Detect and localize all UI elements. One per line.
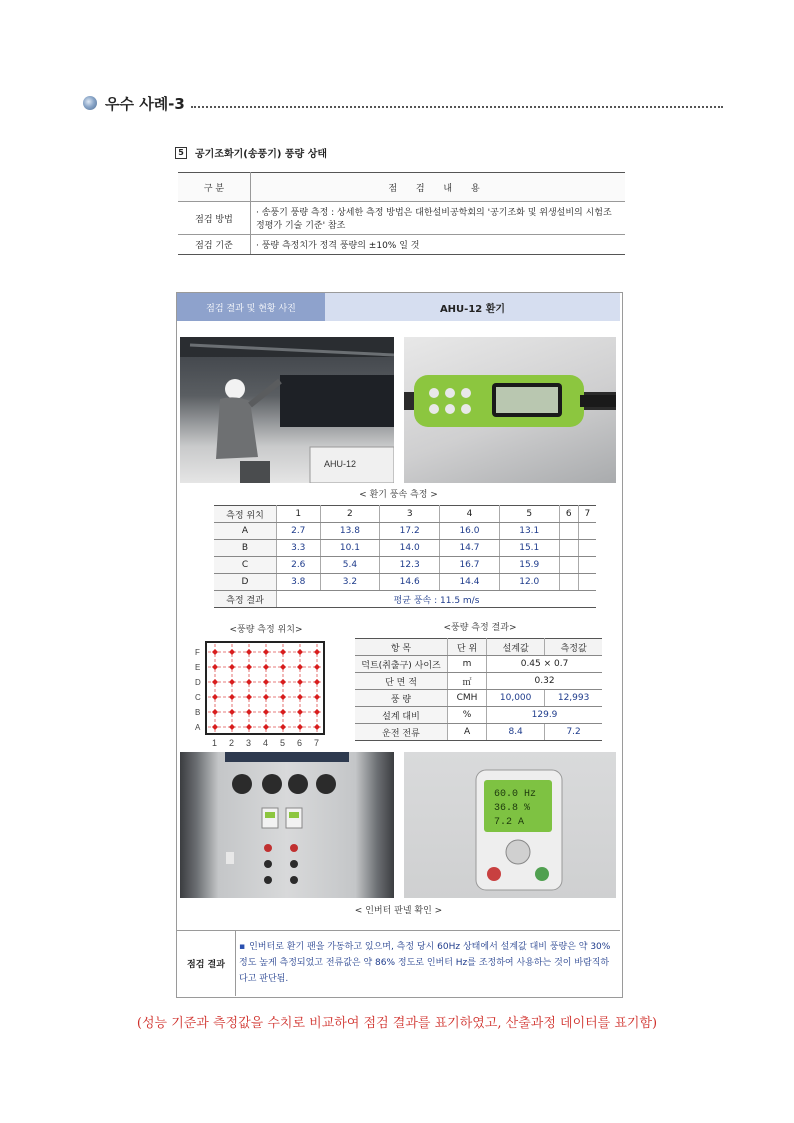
cell: 16.0 [440, 523, 500, 540]
col-header: 4 [440, 506, 500, 523]
cell: 10.1 [320, 540, 380, 557]
row-label-d: D [195, 678, 201, 687]
design-value: 8.4 [487, 724, 545, 741]
row-text: · 송풍기 풍량 측정 : 상세한 측정 방법은 대한설비공학회의 '공기조화 및 위생설비의 시험조정평가 기술 기준' 참조 [251, 202, 626, 235]
row-item: 운전 전류 [355, 724, 448, 741]
design-value: 10,000 [487, 690, 545, 707]
criteria-table [178, 172, 625, 255]
col-header: 5 [499, 506, 559, 523]
col-label-6: 6 [297, 738, 303, 748]
col-label-3: 3 [246, 738, 252, 748]
results-box-header [177, 293, 620, 321]
row-label: C [214, 557, 277, 574]
row-item: 덕트(취출구) 사이즈 [355, 656, 448, 673]
caption-velocity: < 환기 풍속 측정 > [359, 490, 438, 500]
row-unit: ㎡ [448, 673, 487, 690]
caption-position: <풍량 측정 위치> [229, 625, 303, 635]
cell [578, 557, 596, 574]
row-label: 점검 방법 [178, 202, 251, 235]
row-unit: m [448, 656, 487, 673]
display-line-3: 7.2 A [494, 817, 525, 828]
row-item: 풍 량 [355, 690, 448, 707]
col-header: 항 목 [355, 639, 448, 656]
cell: 15.1 [499, 540, 559, 557]
inverter-panel-illustration [180, 752, 394, 898]
duct-outline [206, 642, 324, 734]
table-row [214, 557, 596, 574]
table-row [214, 523, 596, 540]
cell: 3.2 [320, 574, 380, 591]
cell [559, 574, 578, 591]
row-unit: % [448, 707, 487, 724]
page-header [83, 92, 723, 114]
section-number: 5 [175, 147, 187, 159]
table-row [355, 707, 602, 724]
row-value: 0.32 [487, 673, 602, 690]
table-header-row [355, 639, 602, 656]
row-value: 129.9 [487, 707, 602, 724]
header-left: 점검 결과 및 현황 사진 [177, 293, 325, 321]
worker-measuring-illustration [180, 337, 394, 483]
row-label-c: C [195, 693, 201, 702]
header-category: 구 분 [178, 173, 251, 202]
inspection-result-row [177, 930, 620, 996]
table-header-row [178, 173, 625, 202]
row-unit: A [448, 724, 487, 741]
display-line-1: 60.0 Hz [494, 789, 537, 800]
cell: 15.9 [499, 557, 559, 574]
cell: 3.3 [277, 540, 321, 557]
measured-value: 7.2 [545, 724, 602, 741]
table-row [355, 724, 602, 741]
table-row [355, 690, 602, 707]
col-label-2: 2 [229, 738, 235, 748]
table-row [355, 673, 602, 690]
col-label-4: 4 [263, 738, 269, 748]
square-bullet-icon: ▪ [239, 942, 246, 952]
header-label: 측정 위치 [214, 506, 277, 523]
row-item: 단 면 적 [355, 673, 448, 690]
bullet-icon [83, 96, 97, 110]
section-title-text: 공기조화기(송풍기) 풍량 상태 [195, 149, 328, 160]
cell [578, 540, 596, 557]
cell: 17.2 [380, 523, 440, 540]
col-header: 설계값 [487, 639, 545, 656]
cell: 16.7 [440, 557, 500, 574]
cell: 3.8 [277, 574, 321, 591]
col-header: 7 [578, 506, 596, 523]
cell: 13.1 [499, 523, 559, 540]
cell: 14.7 [440, 540, 500, 557]
caption-result: <풍량 측정 결과> [443, 623, 517, 633]
row-label: 점검 기준 [178, 235, 251, 255]
table-header-row [214, 506, 596, 523]
cell [578, 523, 596, 540]
cell: 14.0 [380, 540, 440, 557]
worker-measuring-photo [180, 337, 394, 483]
table-row [214, 540, 596, 557]
result-label: 점검 결과 [177, 931, 236, 996]
result-text-block [239, 939, 615, 987]
dotted-leader [191, 106, 723, 108]
result-text: 인버터로 환기 팬을 가동하고 있으며, 측정 당시 60Hz 상태에서 설계값 대비 풍량은 약 30% 정도 높게 측정되었고 전류값은 약 86% 정도로 인버터 Hz를 조정하여 사용하는 것이 바람직하다고 판단됨. [239, 942, 611, 984]
cell [559, 557, 578, 574]
display-line-2: 36.8 % [494, 803, 531, 814]
cell [559, 540, 578, 557]
table-row [214, 591, 596, 608]
ahu-label: AHU-12 [324, 459, 357, 469]
inverter-panel-photo [180, 752, 394, 898]
cell: 2.7 [277, 523, 321, 540]
col-header: 1 [277, 506, 321, 523]
airflow-result-table [355, 638, 602, 741]
col-header: 3 [380, 506, 440, 523]
row-label-e: E [195, 663, 201, 672]
measured-value: 12,993 [545, 690, 602, 707]
footer-note: (성능 기준과 측정값을 수치로 비교하여 점검 결과를 표기하였고, 산출과정 데이터를 표기함) [136, 1016, 658, 1031]
row-item: 설계 대비 [355, 707, 448, 724]
cell: 12.3 [380, 557, 440, 574]
row-label: B [214, 540, 277, 557]
cell: 14.6 [380, 574, 440, 591]
row-value: 0.45 × 0.7 [487, 656, 602, 673]
col-header: 단 위 [448, 639, 487, 656]
anemometer-photo [404, 337, 616, 483]
velocity-table [214, 505, 596, 608]
col-label-7: 7 [314, 738, 320, 748]
cell: 2.6 [277, 557, 321, 574]
result-label: 측정 결과 [214, 591, 277, 608]
row-unit: CMH [448, 690, 487, 707]
caption-inverter: < 인버터 판넬 확인 > [354, 906, 443, 916]
header-content: 점 검 내 용 [251, 173, 626, 202]
row-text: · 풍량 측정치가 정격 풍량의 ±10% 일 것 [251, 235, 626, 255]
cell: 13.8 [320, 523, 380, 540]
col-label-5: 5 [280, 738, 286, 748]
col-label-1: 1 [212, 738, 218, 748]
table-row [214, 574, 596, 591]
section-title [175, 145, 327, 160]
cell [559, 523, 578, 540]
result-value: 평균 풍속 : 11.5 m/s [277, 591, 597, 608]
measurement-position-diagram [190, 638, 340, 750]
col-header: 2 [320, 506, 380, 523]
row-label: D [214, 574, 277, 591]
page-title: 우수 사례-3 [105, 94, 185, 113]
col-header: 6 [559, 506, 578, 523]
anemometer-illustration [404, 337, 616, 483]
table-row [178, 202, 625, 235]
row-label-b: B [195, 708, 201, 717]
cell: 14.4 [440, 574, 500, 591]
col-header: 측정값 [545, 639, 602, 656]
inverter-display-illustration [404, 752, 616, 898]
row-label: A [214, 523, 277, 540]
cell: 5.4 [320, 557, 380, 574]
cell: 12.0 [499, 574, 559, 591]
table-row [178, 235, 625, 255]
row-label-f: F [195, 648, 200, 657]
header-right: AHU-12 환기 [325, 293, 620, 321]
table-row [355, 656, 602, 673]
row-label-a: A [195, 723, 201, 732]
cell [578, 574, 596, 591]
inverter-display-photo [404, 752, 616, 898]
